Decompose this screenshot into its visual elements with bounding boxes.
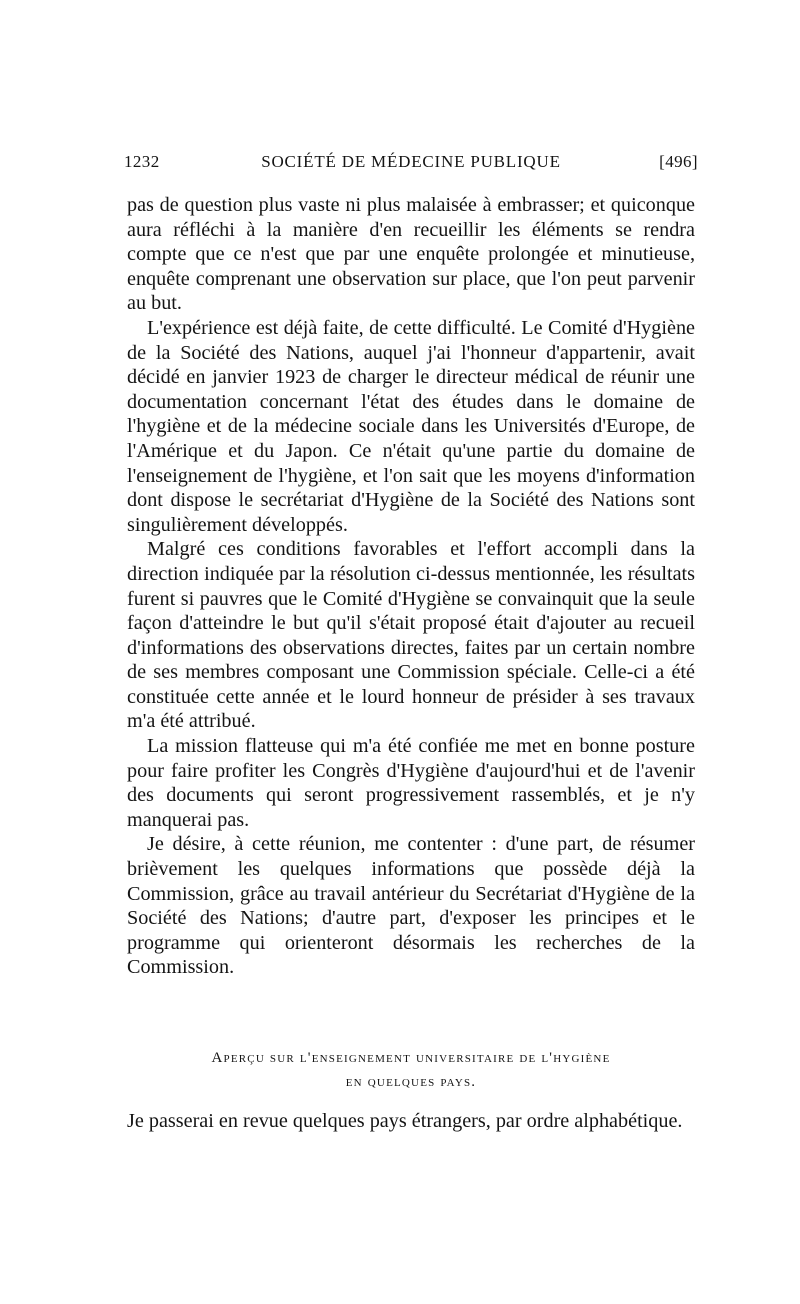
paragraph-continuation: pas de question plus vaste ni plus malaisée à embrasser; et quiconque aura réfléchi à la manière d'en recueillir les éléments se rendra compte que ce n'est que par une enquête prolongée et minutieuse, enquête comprenant une observation sur place, que l'on peut parvenir au but.	[127, 194, 695, 315]
paragraph-desire: Je désire, à cette réunion, me contenter : d'une part, de résumer brièvement les quelques informations que possède déjà la Commission, grâce au travail antérieur du Secrétariat d'Hygiène de la Société des Nations; d'autre part, d'exposer les principes et le programme qui orienteront désormais les recherches de la Commission.	[127, 833, 695, 979]
body-text	[127, 193, 695, 980]
paragraph-closing: Je passerai en revue quelques pays étrangers, par ordre alphabétique.	[127, 1110, 683, 1132]
section-heading-line-1: Aperçu sur l'enseignement universitaire de l'hygiène	[211, 1050, 611, 1066]
section-heading-line-2: en quelques pays.	[345, 1074, 477, 1090]
running-head	[124, 152, 698, 176]
paragraph-mission: La mission flatteuse qui m'a été confiée me met en bonne posture pour faire profiter les Congrès d'Hygiène d'aujourd'hui et de l'avenir des documents qui seront progressivement rassemblés, et je n'y manquerai pas.	[127, 735, 695, 831]
page-number: 1232	[124, 152, 160, 171]
paragraph-experience: L'expérience est déjà faite, de cette difficulté. Le Comité d'Hygiène de la Société des Nations, auquel j'ai l'honneur d'appartenir, avait décidé en janvier 1923 de charger le directeur médical de réunir une documentation concernant l'état des études dans le domaine de l'hygiène et de la médecine sociale dans les Universités d'Europe, de l'Amérique et du Japon. Ce n'était qu'une partie du domaine de l'enseignement de l'hygiène, et l'on sait que les moyens d'information dont dispose le secrétariat d'Hygiène de la Société des Nations sont singulièrement développés.	[127, 316, 695, 536]
bracketed-page-number: [496]	[659, 152, 698, 171]
paragraph-conditions: Malgré ces conditions favorables et l'effort accompli dans la direction indiquée par la résolution ci-dessus mentionnée, les résultats furent si pauvres que le Comité d'Hygiène se convainquit que la seule façon d'atteindre le but qu'il s'était proposé était d'ajouter au recueil d'informations des observations directes, faites par un certain nombre de ses membres composant une Commission spéciale. Celle-ci a été constituée cette année et le lourd honneur de présider à ses travaux m'a été attribué.	[127, 538, 695, 733]
running-head-title: SOCIÉTÉ DE MÉDECINE PUBLIQUE	[261, 152, 561, 171]
section-heading	[127, 1046, 695, 1094]
